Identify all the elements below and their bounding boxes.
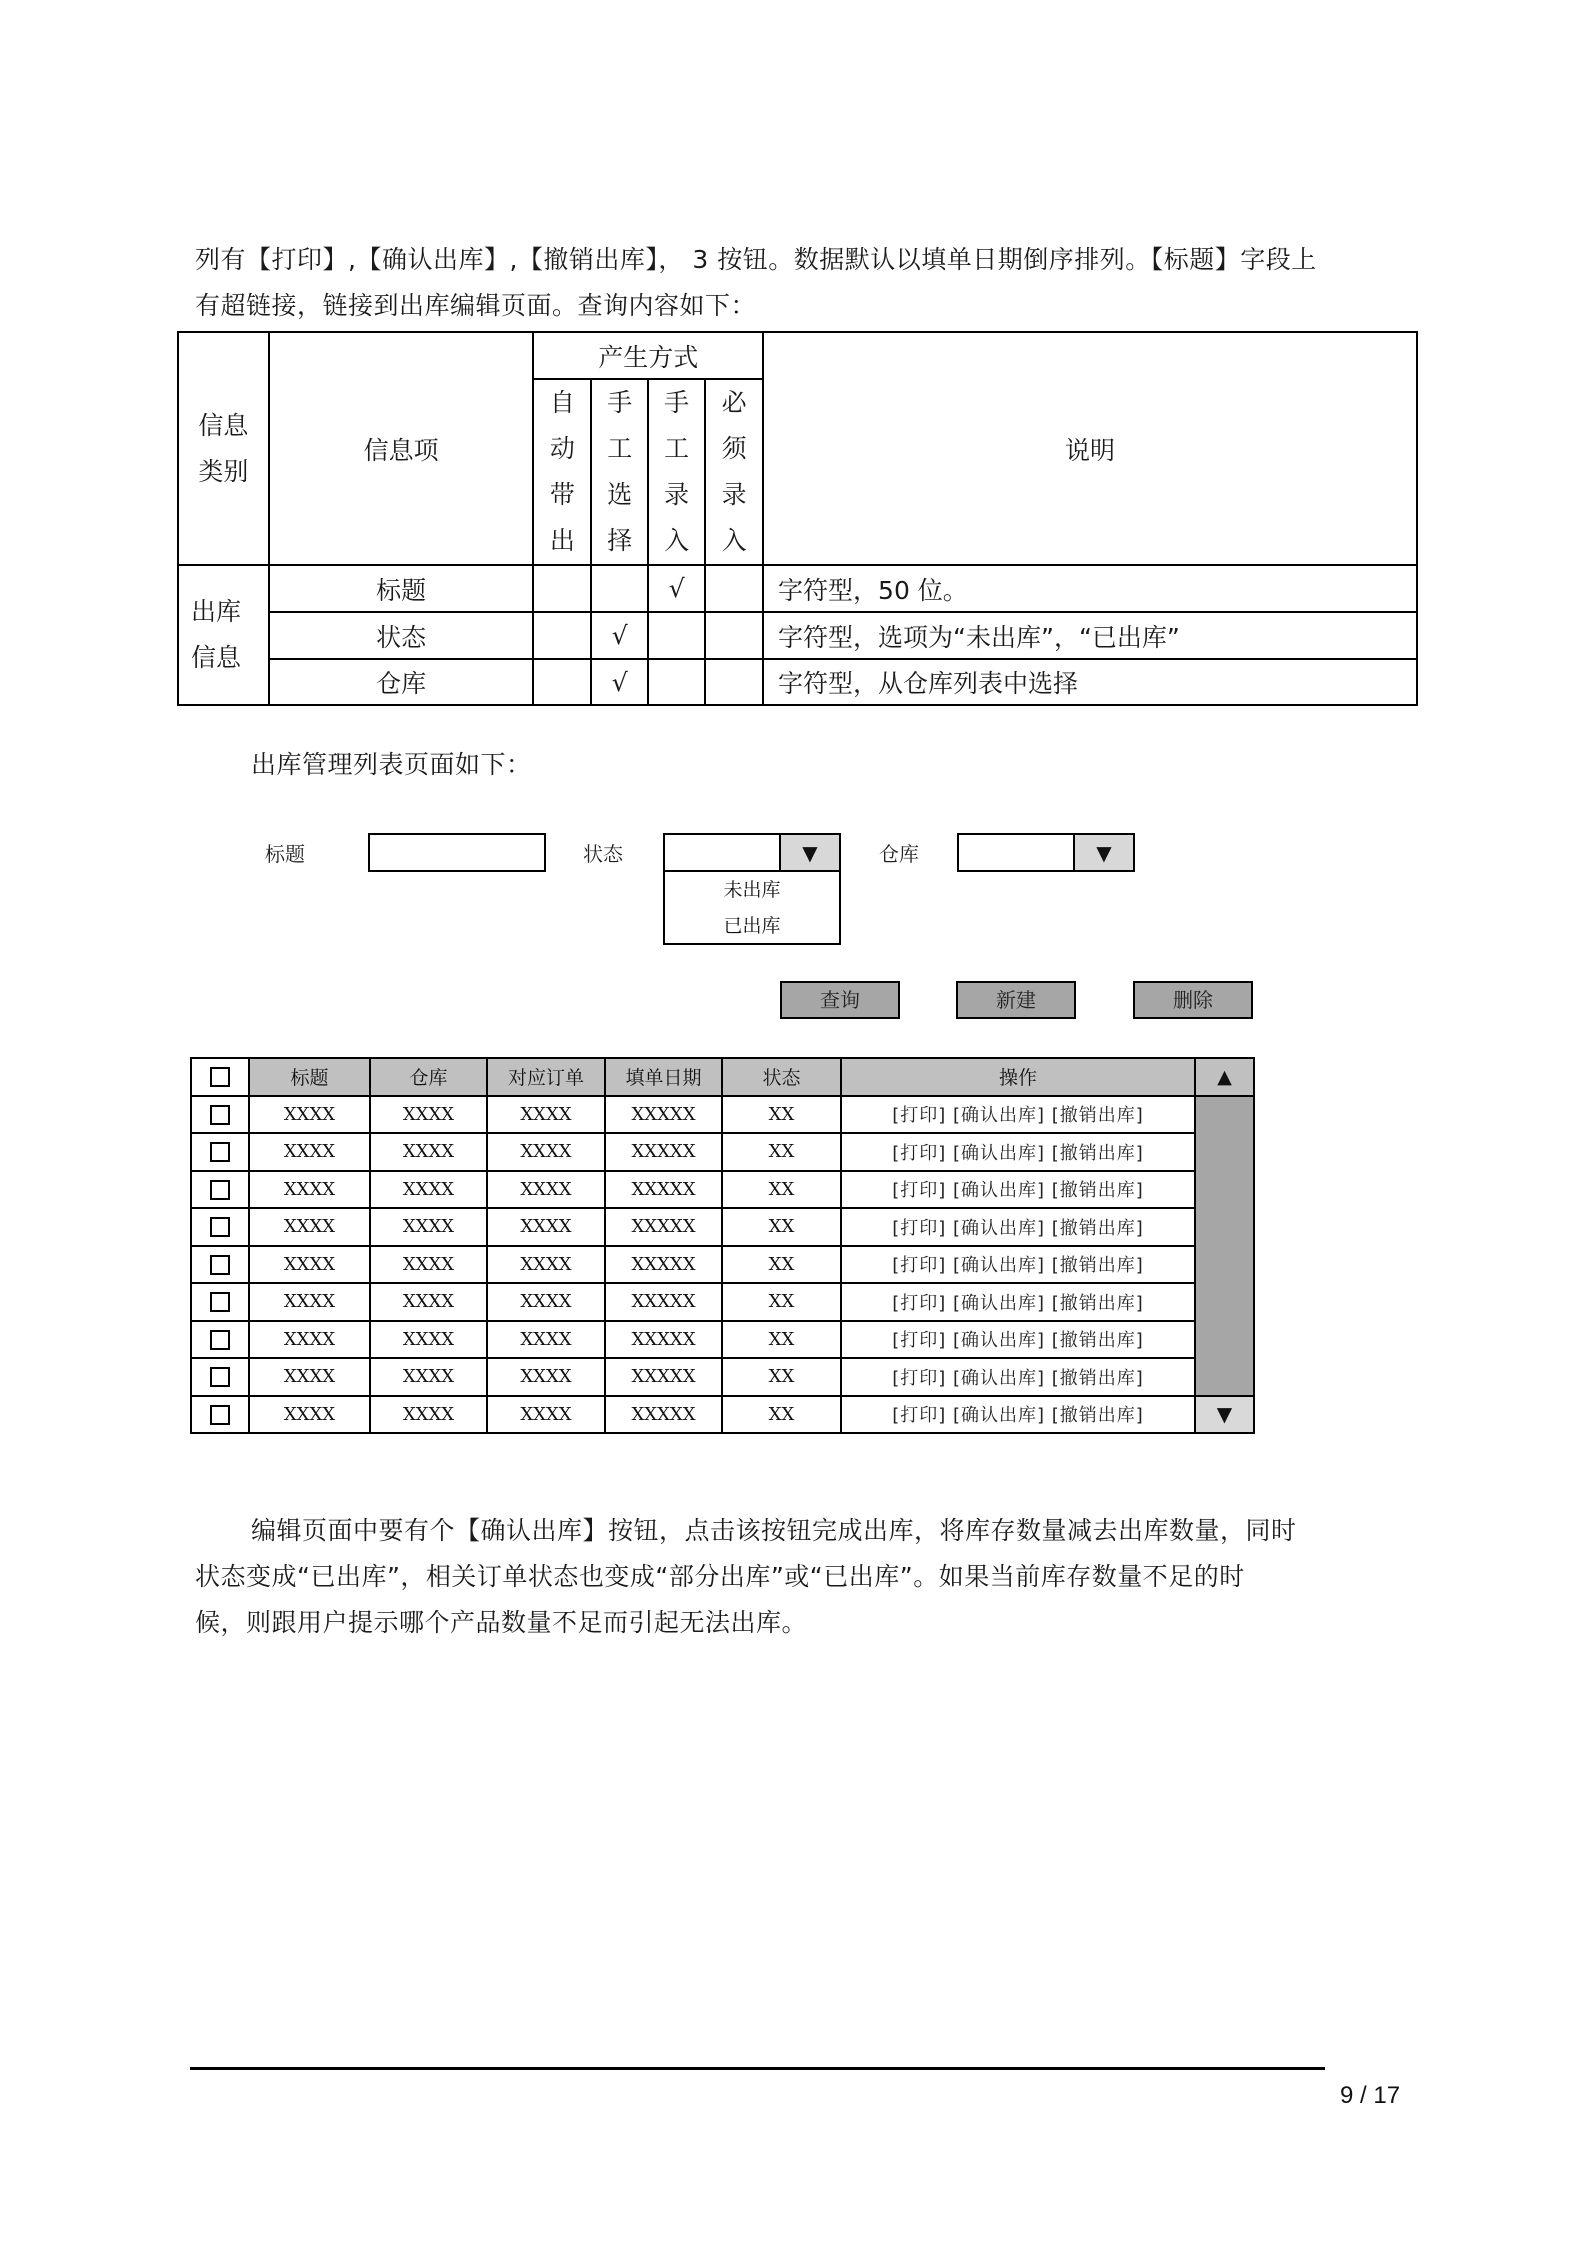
col-warehouse[interactable]: 仓库	[370, 1058, 487, 1096]
cell-title-link[interactable]: XXXX	[249, 1283, 370, 1321]
checkbox-icon[interactable]	[210, 1105, 230, 1125]
cell-order: XXXX	[487, 1283, 605, 1321]
cell-date: XXXXX	[605, 1396, 722, 1434]
cell-warehouse: XXXX	[370, 1096, 487, 1134]
cell-order: XXXX	[487, 1321, 605, 1359]
chevron-down-icon[interactable]: ▼	[1073, 835, 1133, 870]
title-label: 标题	[265, 842, 305, 866]
spec-item: 标题	[269, 565, 533, 612]
cell-date: XXXXX	[605, 1208, 722, 1246]
cell-title-link[interactable]: XXXX	[249, 1246, 370, 1284]
cell-operations[interactable]: [打印] [确认出库] [撤销出库]	[841, 1171, 1195, 1209]
warehouse-label: 仓库	[879, 842, 919, 866]
spec-manual-input	[648, 659, 705, 705]
status-dropdown-list	[663, 872, 841, 945]
query-button[interactable]: 查询	[780, 981, 900, 1019]
cell-order: XXXX	[487, 1208, 605, 1246]
table-row	[191, 1096, 1254, 1134]
cell-order: XXXX	[487, 1396, 605, 1434]
spec-item: 状态	[269, 612, 533, 659]
cell-warehouse: XXXX	[370, 1396, 487, 1434]
table-row	[191, 1246, 1254, 1284]
cell-date: XXXXX	[605, 1096, 722, 1134]
cell-title-link[interactable]: XXXX	[249, 1171, 370, 1209]
status-select[interactable]	[663, 833, 841, 872]
checkbox-icon[interactable]	[210, 1180, 230, 1200]
cell-status: XX	[722, 1321, 841, 1359]
cell-operations[interactable]: [打印] [确认出库] [撤销出库]	[841, 1246, 1195, 1284]
checkbox-icon[interactable]	[210, 1142, 230, 1162]
table-row	[191, 1358, 1254, 1396]
cell-title-link[interactable]: XXXX	[249, 1133, 370, 1171]
col-status[interactable]: 状态	[722, 1058, 841, 1096]
intro-line-2: 有超链接，链接到出库编辑页面。查询内容如下：	[195, 291, 757, 320]
header-manual-input: 手 工 录 入	[648, 379, 705, 565]
cell-operations[interactable]: [打印] [确认出库] [撤销出库]	[841, 1283, 1195, 1321]
cell-status: XX	[722, 1358, 841, 1396]
row-checkbox[interactable]	[191, 1246, 249, 1284]
spec-row	[178, 612, 1417, 659]
checkbox-icon[interactable]	[210, 1255, 230, 1275]
new-button[interactable]: 新建	[956, 981, 1076, 1019]
cell-title-link[interactable]: XXXX	[249, 1096, 370, 1134]
cell-status: XX	[722, 1171, 841, 1209]
row-checkbox[interactable]	[191, 1283, 249, 1321]
header-generation: 产生方式	[533, 332, 763, 379]
checkbox-icon[interactable]	[210, 1217, 230, 1237]
cell-title-link[interactable]: XXXX	[249, 1396, 370, 1434]
cell-order: XXXX	[487, 1133, 605, 1171]
cell-warehouse: XXXX	[370, 1358, 487, 1396]
spec-manual-select: √	[591, 612, 648, 659]
row-checkbox[interactable]	[191, 1208, 249, 1246]
header-item: 信息项	[269, 332, 533, 565]
cell-order: XXXX	[487, 1246, 605, 1284]
scrollbar-track[interactable]	[1195, 1096, 1254, 1396]
cell-operations[interactable]: [打印] [确认出库] [撤销出库]	[841, 1133, 1195, 1171]
table-row	[191, 1396, 1254, 1434]
header-desc: 说明	[763, 332, 1417, 565]
header-auto: 自 动 带 出	[533, 379, 591, 565]
row-checkbox[interactable]	[191, 1358, 249, 1396]
row-checkbox[interactable]	[191, 1321, 249, 1359]
cell-date: XXXXX	[605, 1246, 722, 1284]
table-row	[191, 1283, 1254, 1321]
cell-order: XXXX	[487, 1171, 605, 1209]
chevron-down-icon[interactable]: ▼	[779, 835, 839, 870]
cell-order: XXXX	[487, 1096, 605, 1134]
cell-operations[interactable]: [打印] [确认出库] [撤销出库]	[841, 1396, 1195, 1434]
spec-manual-input: √	[648, 565, 705, 612]
checkbox-icon[interactable]	[210, 1292, 230, 1312]
spec-required	[705, 565, 763, 612]
status-label: 状态	[583, 842, 623, 866]
checkbox-icon[interactable]	[210, 1330, 230, 1350]
spec-desc: 字符型，从仓库列表中选择	[763, 659, 1417, 705]
checkbox-icon[interactable]	[210, 1405, 230, 1425]
header-manual-select: 手 工 选 择	[591, 379, 648, 565]
group-label	[178, 565, 269, 705]
cell-warehouse: XXXX	[370, 1246, 487, 1284]
header-category-line1: 信息	[198, 410, 249, 440]
cell-warehouse: XXXX	[370, 1171, 487, 1209]
closing-line-1: 编辑页面中要有个【确认出库】按钮，点击该按钮完成出库，将库存数量减去出库数量，同时	[251, 1516, 1297, 1545]
cell-operations[interactable]: [打印] [确认出库] [撤销出库]	[841, 1208, 1195, 1246]
header-required: 必 须 录 入	[705, 379, 763, 565]
cell-date: XXXXX	[605, 1283, 722, 1321]
cell-date: XXXXX	[605, 1321, 722, 1359]
cell-warehouse: XXXX	[370, 1208, 487, 1246]
spec-desc: 字符型，50 位。	[763, 565, 1417, 612]
cell-title-link[interactable]: XXXX	[249, 1208, 370, 1246]
cell-status: XX	[722, 1246, 841, 1284]
header-category-line2: 类别	[198, 456, 249, 486]
col-operations: 操作	[841, 1058, 1195, 1096]
row-checkbox[interactable]	[191, 1171, 249, 1209]
table-row	[191, 1321, 1254, 1359]
cell-status: XX	[722, 1208, 841, 1246]
table-header-row	[191, 1058, 1254, 1096]
field-spec-table	[177, 331, 1418, 706]
col-title[interactable]: 标题	[249, 1058, 370, 1096]
cell-date: XXXXX	[605, 1358, 722, 1396]
delete-button[interactable]: 删除	[1133, 981, 1253, 1019]
cell-title-link[interactable]: XXXX	[249, 1321, 370, 1359]
table-row	[191, 1171, 1254, 1209]
scroll-up-button[interactable]: ▲	[1195, 1058, 1254, 1096]
spec-manual-input	[648, 612, 705, 659]
col-order[interactable]: 对应订单	[487, 1058, 605, 1096]
spec-row	[178, 659, 1417, 705]
footer-divider	[190, 2067, 1325, 2070]
group-label-line2: 信息	[191, 643, 242, 672]
row-checkbox[interactable]	[191, 1133, 249, 1171]
status-option-not-shipped[interactable]: 未出库	[723, 879, 781, 901]
checkbox-icon[interactable]	[210, 1067, 230, 1087]
spec-desc: 字符型，选项为“未出库”，“已出库”	[763, 612, 1417, 659]
table-row	[191, 1133, 1254, 1171]
scroll-down-button[interactable]: ▼	[1195, 1396, 1254, 1434]
spec-auto	[533, 565, 591, 612]
spec-required	[705, 659, 763, 705]
header-category	[178, 332, 269, 565]
cell-status: XX	[722, 1096, 841, 1134]
spec-manual-select: √	[591, 659, 648, 705]
page-number: 9 / 17	[1340, 2082, 1401, 2109]
col-date[interactable]: 填单日期	[605, 1058, 722, 1096]
outbound-list-table	[190, 1057, 1255, 1434]
cell-status: XX	[722, 1283, 841, 1321]
cell-status: XX	[722, 1396, 841, 1434]
spec-row	[178, 565, 1417, 612]
spec-auto	[533, 612, 591, 659]
cell-order: XXXX	[487, 1358, 605, 1396]
intro-line-1: 列有【打印】,【确认出库】,【撤销出库】， 3 按钮。数据默认以填单日期倒序排列。【标题】字段上	[195, 245, 1317, 274]
cell-status: XX	[722, 1133, 841, 1171]
select-all-checkbox[interactable]	[191, 1058, 249, 1096]
cell-date: XXXXX	[605, 1133, 722, 1171]
checkbox-icon[interactable]	[210, 1367, 230, 1387]
cell-warehouse: XXXX	[370, 1283, 487, 1321]
closing-line-2: 状态变成“已出库”，相关订单状态也变成“部分出库”或“已出库”。如果当前库存数量不足的时	[195, 1562, 1245, 1591]
cell-operations[interactable]: [打印] [确认出库] [撤销出库]	[841, 1096, 1195, 1134]
table-row	[191, 1208, 1254, 1246]
list-intro: 出库管理列表页面如下：	[251, 750, 532, 779]
spec-auto	[533, 659, 591, 705]
closing-line-3: 候，则跟用户提示哪个产品数量不足而引起无法出库。	[195, 1608, 808, 1637]
row-checkbox[interactable]	[191, 1096, 249, 1134]
row-checkbox[interactable]	[191, 1396, 249, 1434]
cell-date: XXXXX	[605, 1171, 722, 1209]
cell-operations[interactable]: [打印] [确认出库] [撤销出库]	[841, 1321, 1195, 1359]
spec-item: 仓库	[269, 659, 533, 705]
cell-warehouse: XXXX	[370, 1321, 487, 1359]
status-option-shipped[interactable]: 已出库	[723, 915, 781, 937]
cell-warehouse: XXXX	[370, 1133, 487, 1171]
spec-required	[705, 612, 763, 659]
spec-manual-select	[591, 565, 648, 612]
title-input[interactable]	[368, 833, 546, 872]
warehouse-select[interactable]	[957, 833, 1135, 872]
cell-operations[interactable]: [打印] [确认出库] [撤销出库]	[841, 1358, 1195, 1396]
group-label-line1: 出库	[191, 597, 242, 626]
cell-title-link[interactable]: XXXX	[249, 1358, 370, 1396]
